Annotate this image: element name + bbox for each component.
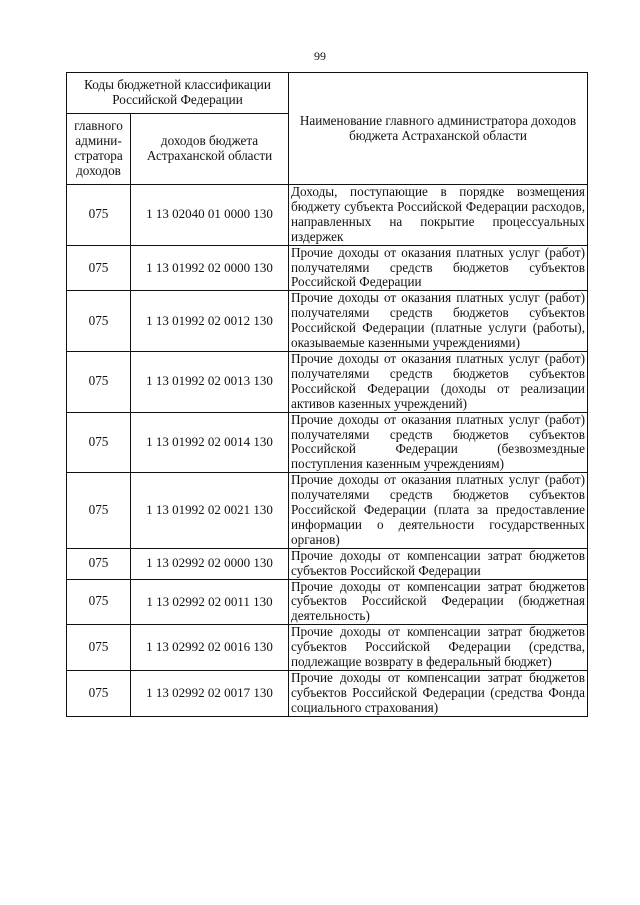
admin-code-cell: 075 xyxy=(67,671,131,717)
table-row xyxy=(67,351,588,412)
table-row xyxy=(67,245,588,291)
table-row xyxy=(67,473,588,549)
admin-code-cell: 075 xyxy=(67,625,131,671)
description-cell: Прочие доходы от оказания платных услуг (работ) получателями средств бюджетов субъектов Российской Федерации xyxy=(289,245,588,291)
admin-code-cell: 075 xyxy=(67,579,131,625)
header-codes-group: Коды бюджетной классификации Российской Федерации xyxy=(67,73,289,114)
description-cell: Прочие доходы от оказания платных услуг (работ) получателями средств бюджетов субъектов Российской Федерации (платные услуги (работы), оказываемые казенными учреждениями) xyxy=(289,291,588,352)
income-code-cell: 1 13 01992 02 0013 130 xyxy=(131,351,289,412)
header-chief-administrator: главного админи-стратора доходов xyxy=(67,114,131,185)
income-code-cell: 1 13 01992 02 0000 130 xyxy=(131,245,289,291)
income-code-cell: 1 13 01992 02 0021 130 xyxy=(131,473,289,549)
income-code-cell: 1 13 02992 02 0011 130 xyxy=(131,579,289,625)
header-row-top xyxy=(67,73,588,114)
admin-code-cell: 075 xyxy=(67,473,131,549)
income-code-cell: 1 13 02992 02 0016 130 xyxy=(131,625,289,671)
description-cell: Прочие доходы от компенсации затрат бюджетов субъектов Российской Федерации (бюджетная деятельность) xyxy=(289,579,588,625)
admin-code-cell: 075 xyxy=(67,548,131,579)
page-number: 99 xyxy=(314,49,326,63)
income-code-cell: 1 13 02992 02 0017 130 xyxy=(131,671,289,717)
income-code-cell: 1 13 02040 01 0000 130 xyxy=(131,185,289,246)
description-cell: Прочие доходы от компенсации затрат бюджетов субъектов Российской Федерации (средства Фонда социального страхования) xyxy=(289,671,588,717)
admin-code-cell: 075 xyxy=(67,245,131,291)
income-code-cell: 1 13 01992 02 0014 130 xyxy=(131,412,289,473)
table-row xyxy=(67,671,588,717)
table-row xyxy=(67,579,588,625)
table-row xyxy=(67,548,588,579)
description-cell: Доходы, поступающие в порядке возмещения бюджету субъекта Российской Федерации расходов, направленных на покрытие процессуальных издержек xyxy=(289,185,588,246)
header-income-code: доходов бюджета Астраханской области xyxy=(131,114,289,185)
income-code-cell: 1 13 02992 02 0000 130 xyxy=(131,548,289,579)
budget-classification-table xyxy=(66,72,588,717)
table-row xyxy=(67,291,588,352)
admin-code-cell: 075 xyxy=(67,412,131,473)
description-cell: Прочие доходы от компенсации затрат бюджетов субъектов Российской Федерации xyxy=(289,548,588,579)
table-row xyxy=(67,625,588,671)
table-row xyxy=(67,185,588,246)
description-cell: Прочие доходы от оказания платных услуг (работ) получателями средств бюджетов субъектов Российской Федерации (безвозмездные поступления казенным учреждениям) xyxy=(289,412,588,473)
header-administrator-name: Наименование главного администратора доходов бюджета Астраханской области xyxy=(289,73,588,185)
admin-code-cell: 075 xyxy=(67,291,131,352)
description-cell: Прочие доходы от оказания платных услуг (работ) получателями средств бюджетов субъектов Российской Федерации (доходы от реализации активов казенных учреждений) xyxy=(289,351,588,412)
description-cell: Прочие доходы от оказания платных услуг (работ) получателями средств бюджетов субъектов Российской Федерации (плата за предоставление информации о деятельности государственных органов) xyxy=(289,473,588,549)
table-row xyxy=(67,412,588,473)
admin-code-cell: 075 xyxy=(67,185,131,246)
description-cell: Прочие доходы от компенсации затрат бюджетов субъектов Российской Федерации (средства, подлежащие возврату в федеральный бюджет) xyxy=(289,625,588,671)
admin-code-cell: 075 xyxy=(67,351,131,412)
income-code-cell: 1 13 01992 02 0012 130 xyxy=(131,291,289,352)
